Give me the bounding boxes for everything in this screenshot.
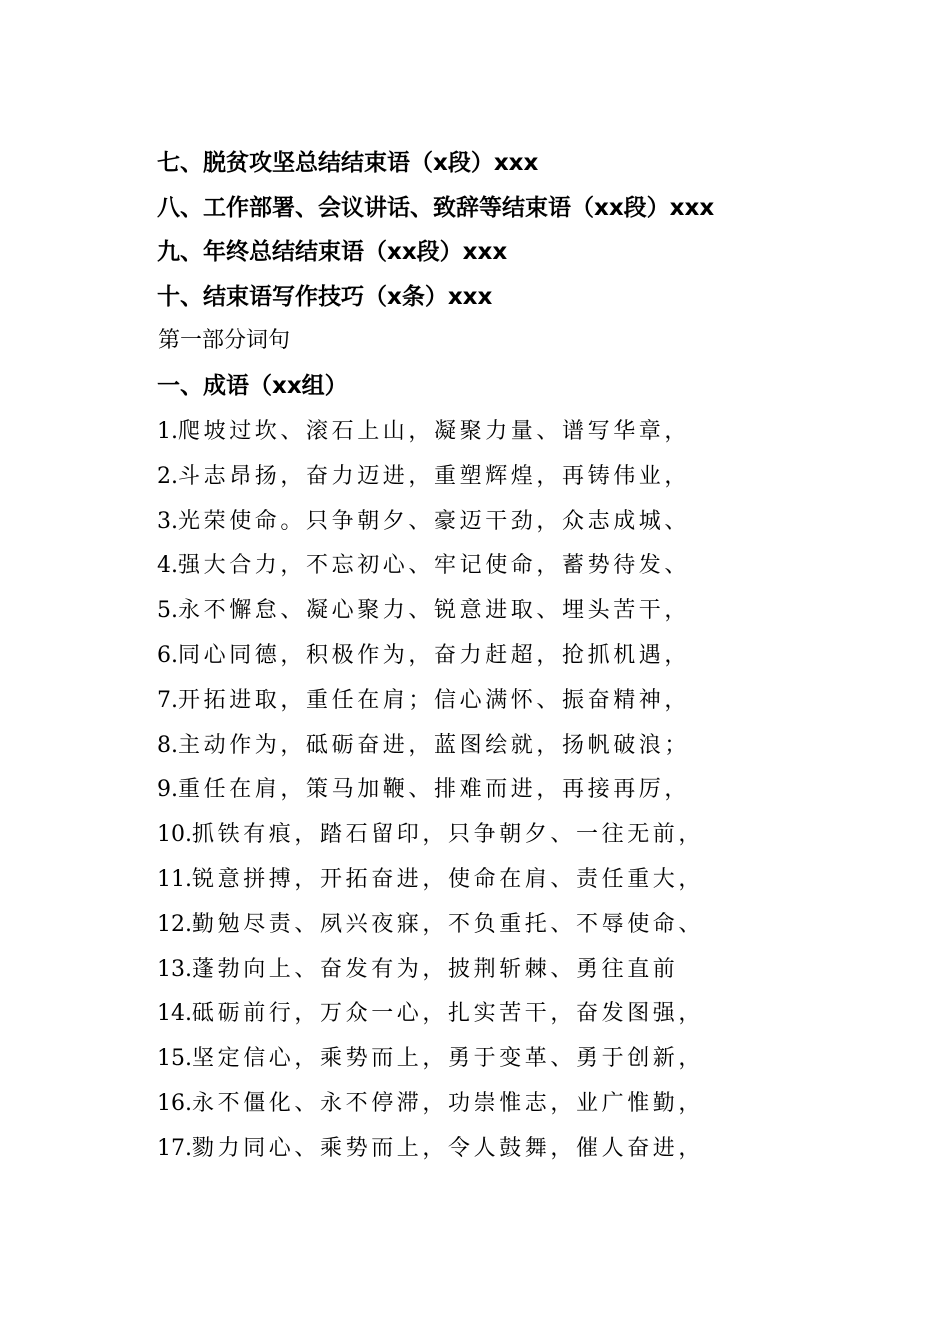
item-number: 16.: [157, 1090, 192, 1116]
item-number: 12.: [157, 911, 192, 937]
idiom-list: [157, 412, 877, 1174]
item-text: 强大合力，不忘初心、牢记使命，蓄势待发、: [178, 553, 691, 579]
item-number: 5.: [157, 598, 178, 624]
list-item: [157, 546, 877, 591]
toc-item: 八、工作部署、会议讲话、致辞等结束语（xx段）xxx: [157, 194, 715, 221]
list-item: [157, 994, 877, 1039]
item-number: 1.: [157, 419, 178, 444]
list-item: [157, 726, 877, 771]
list-item: [157, 950, 877, 995]
item-text: 永不懈怠、凝心聚力、锐意进取、埋头苦干，: [178, 598, 691, 624]
list-item: [157, 1084, 877, 1129]
list-item: [157, 591, 877, 636]
item-text: 坚定信心，乘势而上，勇于变革、勇于创新，: [192, 1046, 705, 1072]
item-text: 开拓进取，重任在肩；信心满怀、振奋精神，: [178, 687, 691, 713]
item-number: 15.: [157, 1046, 192, 1072]
item-number: 2.: [157, 463, 178, 489]
list-item: [157, 860, 877, 905]
section-heading: 一、成语（xx组）: [157, 373, 348, 399]
list-item: [157, 412, 877, 457]
part-title: 第一部分词句: [158, 328, 291, 353]
item-text: 勠力同心、乘势而上，令人鼓舞，催人奋进，: [192, 1135, 705, 1161]
item-number: 8.: [157, 732, 178, 758]
item-number: 14.: [157, 1001, 192, 1027]
item-number: 13.: [157, 956, 192, 982]
item-text: 锐意拼搏，开拓奋进，使命在肩、责任重大，: [192, 866, 705, 892]
item-text: 主动作为，砥砺奋进，蓝图绘就，扬帆破浪；: [178, 732, 691, 758]
item-number: 10.: [157, 822, 192, 848]
item-text: 永不僵化、永不停滞，功崇惟志，业广惟勤，: [192, 1090, 705, 1116]
toc-item: 七、脱贫攻坚总结结束语（x段）xxx: [157, 150, 539, 176]
list-item: [157, 681, 877, 726]
list-item: [157, 1129, 877, 1174]
list-item: [157, 502, 877, 547]
item-text: 同心同德，积极作为，奋力赶超，抢抓机遇，: [178, 642, 691, 668]
item-text: 光荣使命。只争朝夕、豪迈干劲，众志成城、: [178, 508, 691, 534]
list-item: [157, 636, 877, 681]
item-number: 17.: [157, 1135, 192, 1161]
item-number: 4.: [157, 553, 178, 579]
item-number: 7.: [157, 687, 178, 713]
item-text: 砥砺前行，万众一心，扎实苦干，奋发图强，: [192, 1001, 705, 1027]
list-item: [157, 770, 877, 815]
item-number: 6.: [157, 642, 178, 668]
list-item: [157, 457, 877, 502]
list-item: [157, 905, 877, 950]
toc-item: 十、结束语写作技巧（x条）xxx: [157, 283, 493, 310]
list-item: [157, 1039, 877, 1084]
table-of-contents: [157, 143, 877, 321]
item-text: 爬坡过坎、滚石上山，凝聚力量、谱写华章，: [178, 419, 691, 444]
item-number: 3.: [157, 508, 178, 534]
list-item: [157, 815, 877, 860]
item-text: 抓铁有痕，踏石留印，只争朝夕、一往无前，: [192, 822, 705, 848]
item-text: 斗志昂扬，奋力迈进，重塑辉煌，再铸伟业，: [178, 463, 691, 489]
item-number: 9.: [157, 777, 178, 803]
toc-item: 九、年终总结结束语（xx段）xxx: [157, 239, 508, 265]
item-text: 勤勉尽责、夙兴夜寐，不负重托、不辱使命、: [192, 911, 705, 937]
item-text: 重任在肩，策马加鞭、排难而进，再接再厉，: [178, 777, 691, 803]
item-text: 蓬勃向上、奋发有为，披荆斩棘、勇往直前: [192, 956, 679, 982]
item-number: 11.: [157, 866, 192, 892]
